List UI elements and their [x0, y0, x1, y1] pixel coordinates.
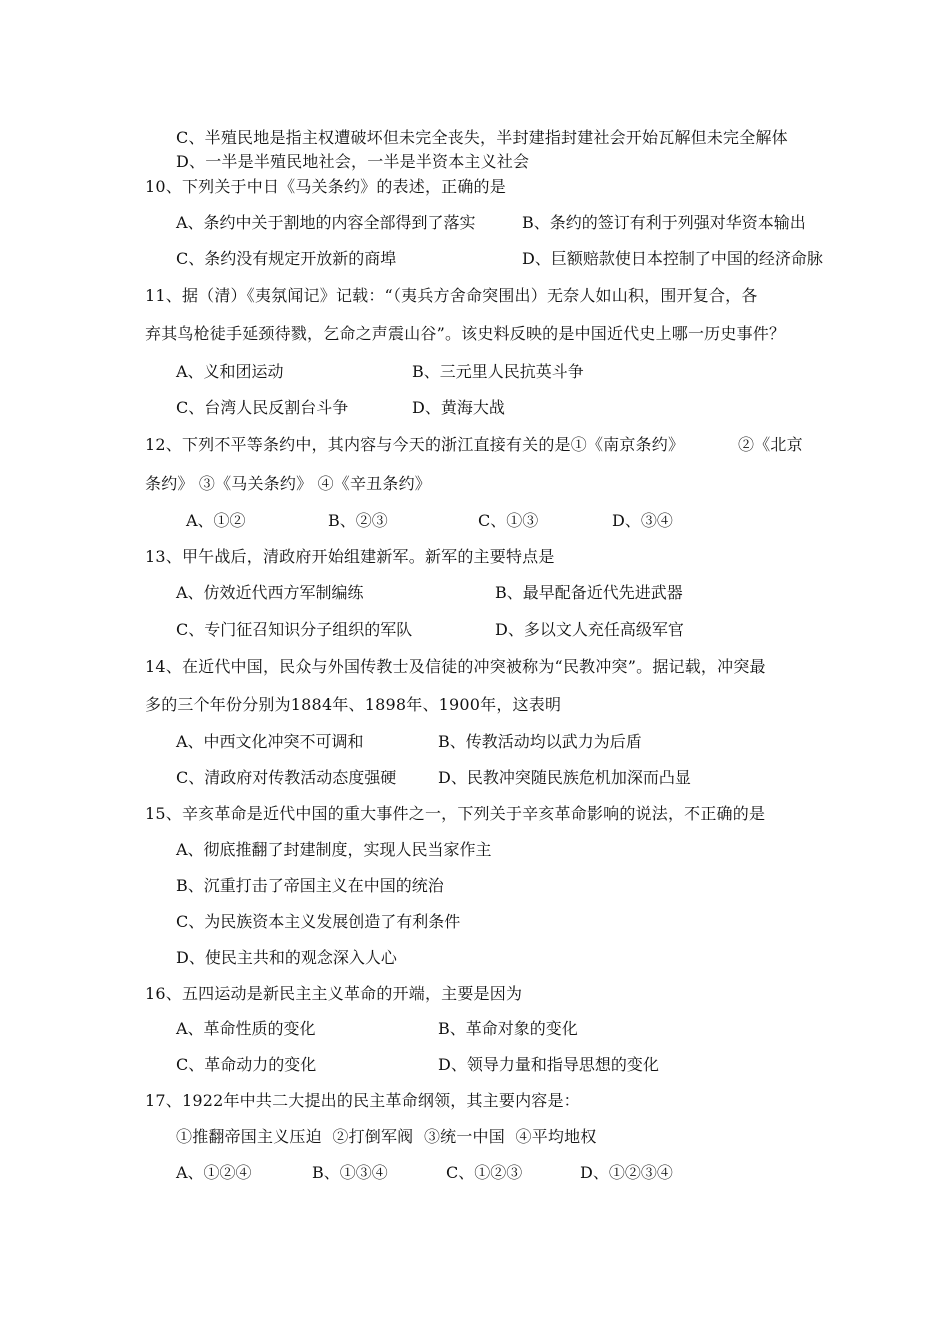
q11-option-d: D、黄海大战 — [412, 398, 505, 417]
q9-option-d: D、一半是半殖民地社会，一半是半资本主义社会 — [176, 152, 530, 171]
q14-stem-line-1: 14、在近代中国，民众与外国传教士及信徒的冲突被称为“民教冲突”。据记载，冲突最 — [145, 657, 766, 676]
q16-option-c: C、革命动力的变化 — [176, 1055, 317, 1074]
q17-option-d: D、①②③④ — [580, 1163, 673, 1182]
q10-option-d: D、巨额赔款使日本控制了中国的经济命脉 — [522, 249, 823, 268]
q15-option-a: A、彻底推翻了封建制度，实现人民当家作主 — [176, 840, 492, 859]
q14-stem-line-2: 多的三个年份分别为1884年、1898年、1900年，这表明 — [145, 695, 562, 714]
q10-option-a: A、条约中关于割地的内容全部得到了落实 — [176, 213, 476, 232]
q16-option-b: B、革命对象的变化 — [438, 1019, 578, 1038]
q16-stem: 16、五四运动是新民主主义革命的开端，主要是因为 — [145, 984, 523, 1003]
q13-option-b: B、最早配备近代先进武器 — [495, 583, 683, 602]
q15-option-c: C、为民族资本主义发展创造了有利条件 — [176, 912, 461, 931]
q10-stem: 10、下列关于中日《马关条约》的表述，正确的是 — [145, 177, 506, 196]
q13-option-a: A、仿效近代西方军制编练 — [176, 583, 364, 602]
q10-option-c: C、条约没有规定开放新的商埠 — [176, 249, 397, 268]
q16-option-a: A、革命性质的变化 — [176, 1019, 316, 1038]
q17-option-a: A、①②④ — [176, 1163, 252, 1182]
q16-option-d: D、领导力量和指导思想的变化 — [438, 1055, 659, 1074]
q11-stem-line-2: 弃其鸟枪徒手延颈待戮，乞命之声震山谷”。该史料反映的是中国近代史上哪一历史事件？ — [145, 324, 786, 343]
q13-stem: 13、甲午战后，清政府开始组建新军。新军的主要特点是 — [145, 547, 555, 566]
q15-stem: 15、辛亥革命是近代中国的重大事件之一，下列关于辛亥革命影响的说法，不正确的是 — [145, 804, 766, 823]
q17-option-c: C、①②③ — [446, 1163, 523, 1182]
q17-items: ①推翻帝国主义压迫 ②打倒军阀 ③统一中国 ④平均地权 — [176, 1127, 597, 1146]
q17-option-b: B、①③④ — [312, 1163, 388, 1182]
q14-option-a: A、中西文化冲突不可调和 — [176, 732, 364, 751]
q11-option-c: C、台湾人民反割台斗争 — [176, 398, 349, 417]
q12-option-b: B、②③ — [328, 511, 388, 530]
q12-stem-line-1-end: ②《北京 — [738, 435, 803, 454]
q11-option-a: A、义和团运动 — [176, 362, 284, 381]
q12-option-a: A、①② — [186, 511, 246, 530]
q12-option-d: D、③④ — [612, 511, 673, 530]
q9-option-c: C、半殖民地是指主权遭破坏但未完全丧失，半封建指封建社会开始瓦解但未完全解体 — [176, 128, 788, 147]
q12-option-c: C、①③ — [478, 511, 539, 530]
q13-option-d: D、多以文人充任高级军官 — [495, 620, 684, 639]
q12-stem-line-1: 12、下列不平等条约中，其内容与今天的浙江直接有关的是①《南京条约》 — [145, 435, 685, 454]
q14-option-b: B、传教活动均以武力为后盾 — [438, 732, 642, 751]
q14-option-c: C、清政府对传教活动态度强硬 — [176, 768, 397, 787]
q12-stem-line-2: 条约》 ③《马关条约》 ④《辛丑条约》 — [145, 474, 431, 493]
q11-option-b: B、三元里人民抗英斗争 — [412, 362, 584, 381]
q15-option-b: B、沉重打击了帝国主义在中国的统治 — [176, 876, 444, 895]
q17-stem: 17、1922年中共二大提出的民主革命纲领，其主要内容是： — [145, 1091, 580, 1110]
q15-option-d: D、使民主共和的观念深入人心 — [176, 948, 397, 967]
q10-option-b: B、条约的签订有利于列强对华资本输出 — [522, 213, 806, 232]
q11-stem-line-1: 11、据（清）《夷氛闻记》记载：“（夷兵方舍命突围出）无奈人如山积，围开复合，各 — [145, 286, 758, 305]
q14-option-d: D、民教冲突随民族危机加深而凸显 — [438, 768, 691, 787]
q13-option-c: C、专门征召知识分子组织的军队 — [176, 620, 413, 639]
